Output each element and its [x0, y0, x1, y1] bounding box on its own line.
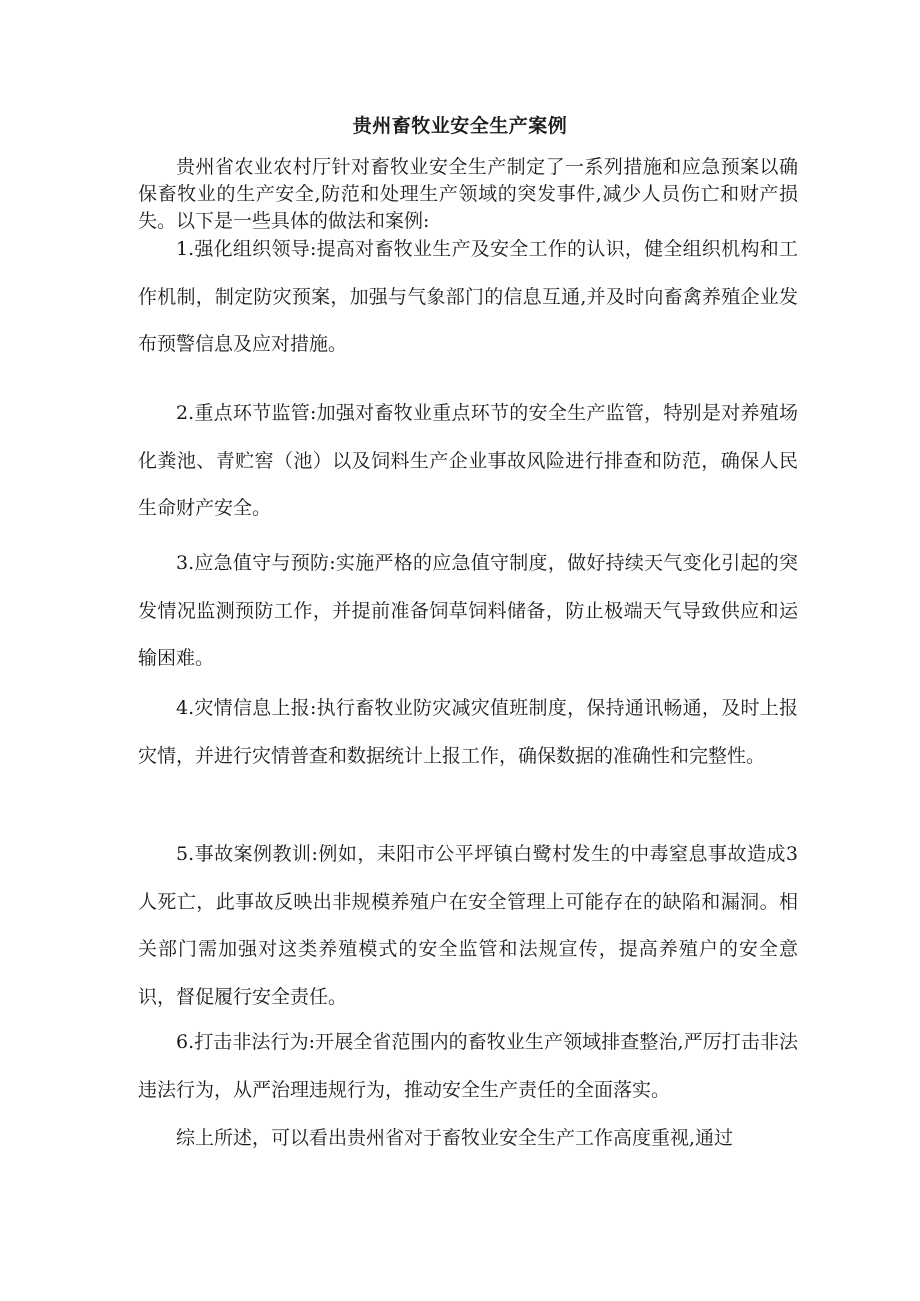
list-item-number: 6 — [176, 1031, 189, 1053]
list-item-text: .应急值守与预防:实施严格的应急值守制度，做好持续天气变化引起的突发情况监测预防工作，并提前准备饲草饲料储备，防止极端天气导致供应和运输困难。 — [138, 552, 798, 669]
list-item — [138, 685, 798, 780]
list-item — [138, 390, 798, 533]
list-item — [138, 1019, 798, 1114]
list-item — [138, 540, 798, 683]
list-item-number: 5 — [176, 843, 189, 865]
intro-paragraph: 贵州省农业农村厅针对畜牧业安全生产制定了一系列措施和应急预案以确保畜牧业的生产安全,防范和处理生产领域的突发事件,减少人员伤亡和财产损失。以下是一些具体的做法和案例: — [138, 156, 798, 232]
list-item-number: 4 — [176, 697, 189, 719]
list-item-number: 2 — [176, 402, 189, 424]
list-item — [138, 831, 798, 1021]
list-item-number: 1 — [176, 238, 189, 260]
list-item-text: .重点环节监管:加强对畜牧业重点环节的安全生产监管，特别是对养殖场化粪池、青贮窖（池）以及饲料生产企业事故风险进行排查和防范，确保人民生命财产安全。 — [138, 402, 798, 519]
list-item-text: .灾情信息上报:执行畜牧业防灾减灾值班制度，保持通讯畅通，及时上报灾情，并进行灾情普查和数据统计上报工作，确保数据的准确性和完整性。 — [138, 697, 798, 767]
conclusion-paragraph: 综上所述，可以看出贵州省对于畜牧业安全生产工作高度重视,通过 — [176, 1127, 734, 1149]
list-item-number: 3 — [176, 552, 189, 574]
list-item-text: .强化组织领导:提高对畜牧业生产及安全工作的认识，健全组织机构和工作机制，制定防灾预案，加强与气象部门的信息互通,并及时向畜禽养殖企业发布预警信息及应对措施。 — [138, 238, 798, 355]
list-item-text: .事故案例教训:例如，耒阳市公平坪镇白鹭村发生的中毒窒息事故造成3人死亡，此事故反映出非规模养殖户在安全管理上可能存在的缺陷和漏洞。相关部门需加强对这类养殖模式的安全监管和法规宣传，提高养殖户的安全意识，督促履行安全责任。 — [138, 843, 798, 1008]
list-item-text: .打击非法行为:开展全省范围内的畜牧业生产领域排查整治,严厉打击非法违法行为，从严治理违规行为，推动安全生产责任的全面落实。 — [138, 1031, 798, 1101]
list-item — [138, 226, 798, 369]
document-title: 贵州畜牧业安全生产案例 — [352, 115, 568, 137]
